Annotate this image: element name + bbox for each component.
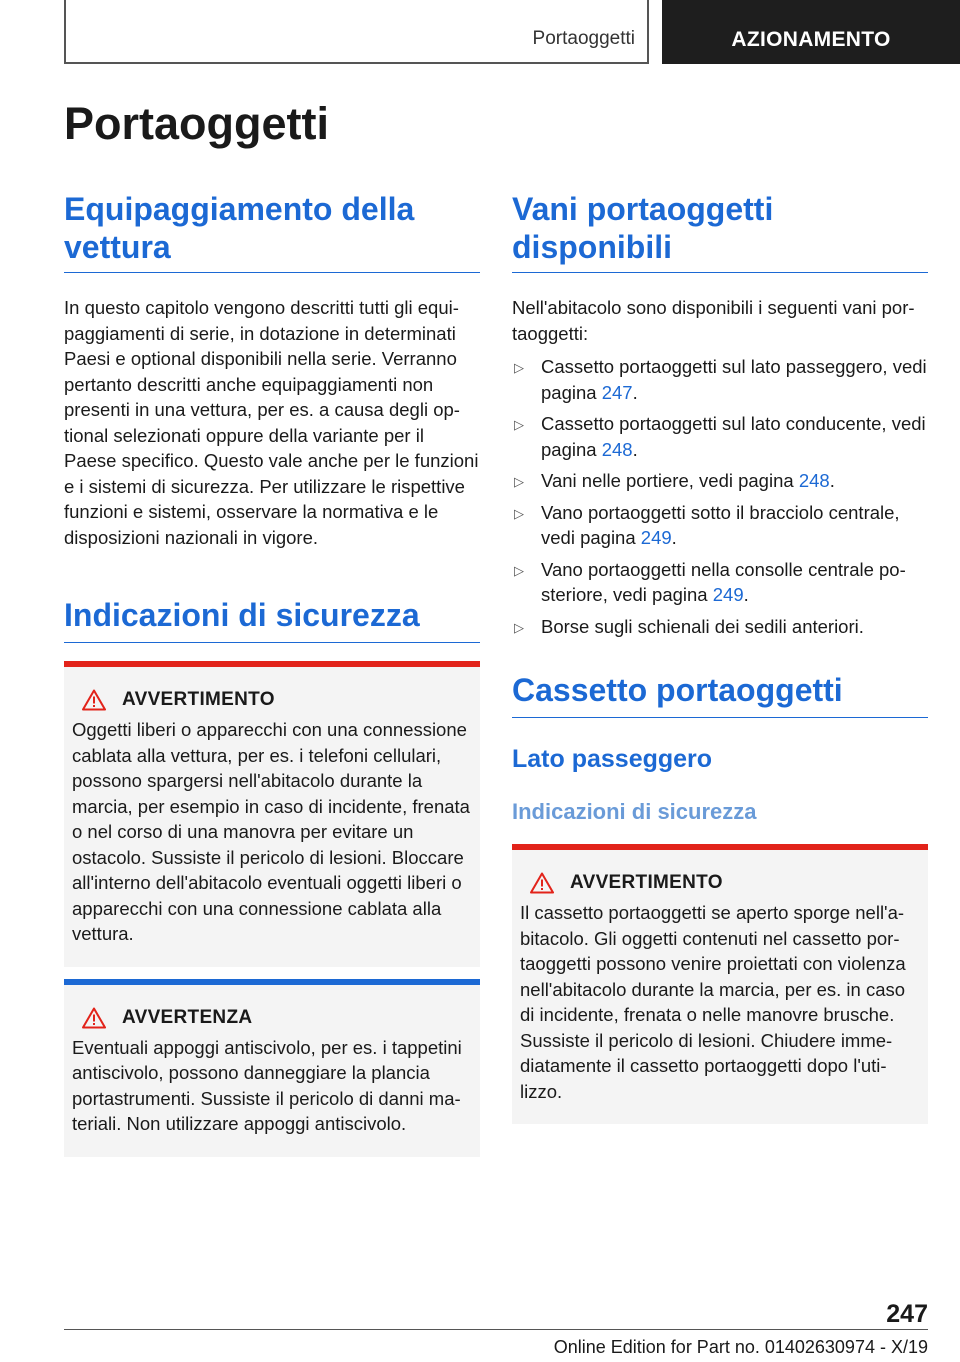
warning-box-3 (512, 844, 928, 1124)
equipment-heading-rule (64, 266, 480, 273)
storage-heading: Vani portaoggetti disponibili (512, 191, 774, 265)
safety-heading-right: Indicazioni di sicurezza (512, 799, 757, 824)
bullet-triangle-icon: ▷ (514, 360, 524, 375)
left-column (64, 190, 480, 1157)
page-link[interactable]: 248 (601, 438, 633, 460)
bullet-triangle-icon: ▷ (514, 562, 524, 578)
storage-heading-rule (512, 266, 928, 273)
bullet-triangle-icon: ▷ (514, 505, 524, 521)
header-section-title: Portaoggetti (532, 28, 635, 49)
warning-1-label: AVVERTIMENTO (122, 689, 275, 710)
page-link[interactable]: 248 (798, 470, 830, 491)
glovebox-heading: Cassetto portaoggetti (512, 671, 928, 718)
list-item: ▷ Cassetto portaoggetti sul lato conducente, vedi pagina 248. (514, 413, 926, 460)
page-title: Portaoggetti (64, 98, 329, 149)
list-item: ▷ Vani nelle portiere, vedi pagina 248. (512, 468, 928, 494)
right-column (512, 190, 928, 1124)
footer-rule (64, 1329, 928, 1330)
passenger-side-heading: Lato passeggero (512, 745, 713, 773)
safety-heading-left: Indicazioni di sicurezza (64, 596, 480, 643)
warning-3-header (530, 872, 920, 894)
warning-2-text: Eventuali appoggi antiscivolo, per es. i tappetini antiscivolo, possono danneggiare la plancia portastrumenti. Sussiste il pericolo di danni materiali. Non utilizzare appoggi antiscivolo. (72, 1036, 462, 1134)
warning-3-text: Il cassetto portaoggetti se aperto sporge nell'abitacolo. Gli oggetti contenuti nel cassetto portaoggetti possono venire proiettati con violenza nell'abitacolo durante la marcia, per es. in caso di incidente, frenata o nelle manovre brusche. Sussiste il pericolo di lesioni. Chiudere immediatamente il cassetto portaoggetti dopo l'utilizzo. (520, 902, 906, 1102)
list-item: ▷ Vano portaoggetti nella consolle centrale posteriore, vedi pagina 249. (514, 558, 906, 605)
page-number: 247 (886, 1300, 928, 1328)
bullet-triangle-icon: ▷ (514, 417, 524, 432)
equipment-text: In questo capitolo vengono descritti tutti gli equipaggiamenti di serie, in dotazione in determinati Paesi e optional disponibili nella serie. Verranno pertanto descritti anche equipaggiamenti non presenti in una vettura, per es. a causa degli optional selezionati oppure della variante per il Paese specifico. Questo vale anche per le funzioni e i sistemi di sicurezza. Per utilizzare le rispettive funzioni e sistemi, osservare la normativa e le disposizioni nazionali in vigore. (64, 297, 479, 548)
warning-box-2 (64, 979, 480, 1157)
warning-triangle-icon (82, 689, 106, 711)
warning-triangle-icon (82, 1007, 106, 1029)
warning-1-text: Oggetti liberi o apparecchi con una connessione cablata alla vettura, per es. i telefoni cellulari, possono spargersi nell'abitacolo durante la marcia, per esempio in caso di incidente, frenata o nel corso di una manovra per evitare un ostacolo. Sussiste il pericolo di lesioni. Bloccare all'interno dell'abitacolo eventuali oggetti liberi o apparecchi con una connessione cablata alla vettura. (72, 719, 470, 944)
equipment-heading: Equipaggiamento della vettura (64, 191, 415, 265)
warning-1-header (82, 689, 472, 711)
warning-2-header (82, 1007, 472, 1029)
bullet-triangle-icon: ▷ (514, 474, 524, 489)
page-link[interactable]: 249 (712, 584, 744, 605)
storage-intro: Nell'abitacolo sono disponibili i seguenti vani portaoggetti: (512, 297, 915, 344)
warning-3-label: AVVERTIMENTO (570, 872, 723, 893)
warning-box-1 (64, 661, 480, 967)
list-item: ▷ Borse sugli schienali dei sedili anteriori. (512, 614, 928, 640)
bullet-triangle-icon: ▷ (514, 619, 524, 635)
header-section-tab (64, 0, 649, 64)
list-item: ▷ Cassetto portaoggetti sul lato passeggero, vedi pagina 247. (514, 356, 927, 403)
warning-2-label: AVVERTENZA (122, 1006, 253, 1028)
footer-edition: Online Edition for Part no. 01402630974 - X/19 (553, 1337, 928, 1357)
warning-triangle-icon (530, 872, 554, 894)
list-item: ▷ Vano portaoggetti sotto il bracciolo centrale, vedi pagina 249. (514, 501, 900, 548)
page-link[interactable]: 247 (601, 381, 633, 403)
page-link[interactable]: 249 (640, 527, 672, 548)
storage-list (512, 354, 928, 639)
header-chapter-title: AZIONAMENTO (731, 28, 891, 51)
header-chapter-tab (662, 0, 960, 64)
